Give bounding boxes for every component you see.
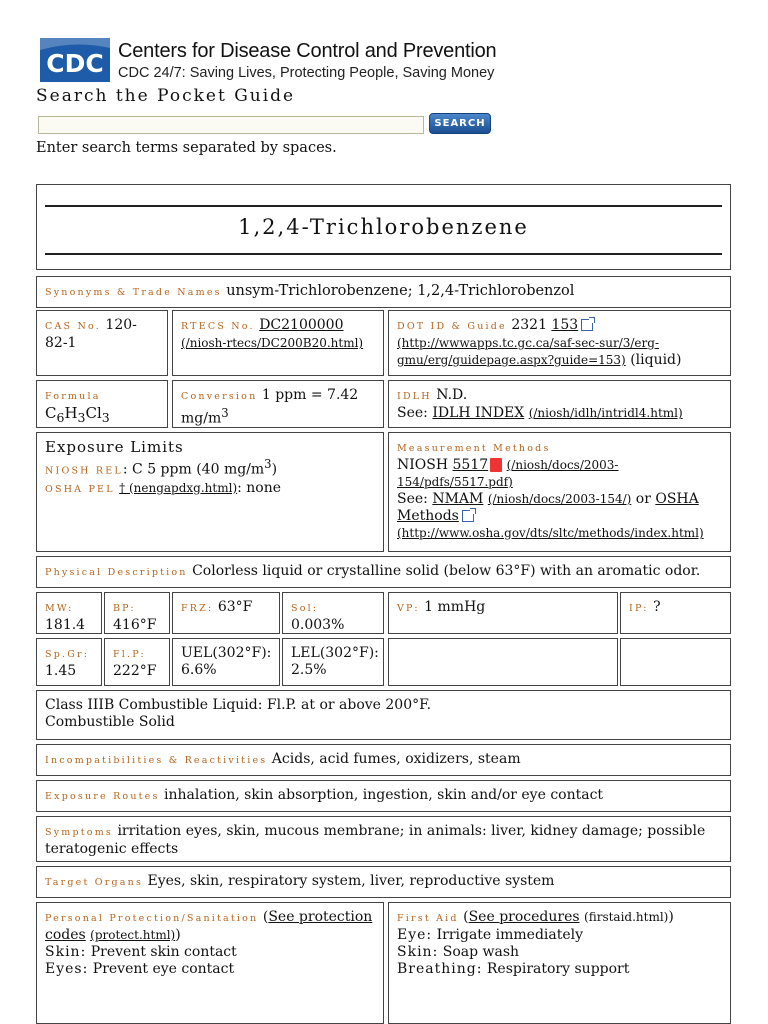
symptoms-value: irritation eyes, skin, mucous membrane; in animals: liver, kidney damage; possible teratogenic effects [45, 823, 706, 857]
formula-cl-sub: 3 [101, 410, 110, 425]
physical-description-label: Physical Description [45, 567, 188, 578]
first-aid-label: First Aid [397, 913, 459, 924]
mw-label: MW: [45, 603, 74, 614]
formula-value [45, 404, 110, 425]
rtecs-link[interactable]: DC2100000 [259, 317, 344, 333]
spgr-value: 1.45 [45, 663, 77, 679]
formula-cl: Cl [85, 404, 102, 422]
site-header [40, 38, 500, 84]
measurement-5517-link[interactable]: 5517 [452, 457, 489, 473]
sol-label: Sol: [291, 603, 319, 614]
exposure-routes-row [36, 780, 731, 812]
sol-value: 0.003% [291, 617, 345, 633]
idlh-label: IDLH [397, 391, 432, 402]
conversion-cell [172, 380, 384, 428]
target-organs-value: Eyes, skin, respiratory system, liver, reproductive system [147, 873, 555, 889]
title-rule-bottom [45, 253, 722, 255]
first-aid-link[interactable]: See procedures [468, 909, 580, 925]
vp-cell [388, 592, 618, 634]
flp-label: Fl.P: [113, 649, 146, 660]
incompatibilities-row [36, 744, 731, 776]
ip-value: ? [653, 599, 661, 615]
synonyms-label: Synonyms & Trade Names [45, 287, 222, 298]
spgr-label: Sp.Gr: [45, 649, 90, 660]
rtecs-cell [172, 310, 384, 376]
external-link-icon [462, 510, 474, 522]
lel-cell [282, 638, 384, 686]
first-aid-skin-label: Skin: [397, 944, 439, 960]
sol-cell [282, 592, 384, 634]
niosh-rel-sup: 3 [264, 457, 272, 471]
formula-cell [36, 380, 168, 428]
exposure-routes-value: inhalation, skin absorption, ingestion, skin and/or eye contact [164, 787, 604, 803]
uel-value: UEL(302°F): 6.6% [181, 645, 272, 678]
osha-pel-value: : none [237, 479, 282, 496]
conversion-value: 1 ppm = 7.42 mg/m [181, 387, 359, 427]
protection-eyes-value: Prevent eye contact [92, 961, 235, 977]
incompatibilities-label: Incompatibilities & Reactivities [45, 755, 268, 766]
rtecs-label: RTECS No. [181, 321, 255, 332]
dot-guide-link[interactable]: 153 [551, 317, 579, 333]
first-aid-breathing-value: Respiratory support [486, 961, 630, 977]
symptoms-row [36, 816, 731, 862]
cas-value: 120-82-1 [45, 317, 137, 351]
protection-cell: Personal Protection/Sanitation (See protection codes (protect.html)) Skin: Prevent skin contact Eyes: Prevent eye contact [36, 902, 384, 1024]
formula-label: Formula [45, 391, 101, 402]
osha-methods-link[interactable]: OSHA Methods [397, 491, 699, 524]
protection-link[interactable]: See protection codes [45, 909, 373, 943]
cas-label: CAS No. [45, 321, 101, 332]
protection-url[interactable]: (protect.html) [90, 928, 176, 942]
formula-c: C [45, 404, 57, 422]
incompatibilities-value: Acids, acid fumes, oxidizers, steam [271, 751, 521, 767]
flp-cell [104, 638, 170, 686]
search-input[interactable] [38, 116, 424, 134]
first-aid-cell: First Aid (See procedures (firstaid.html)) Eye: Irrigate immediately Skin: Soap wash Breathing: Respiratory support [388, 902, 731, 1024]
lel-value: LEL(302°F): 2.5% [291, 645, 379, 678]
dot-suffix: (liquid) [630, 352, 682, 368]
first-aid-skin-value: Soap wash [442, 944, 520, 960]
osha-methods-url[interactable]: (http://www.osha.gov/dts/sltc/methods/index.html) [397, 526, 704, 540]
formula-c-sub: 6 [56, 410, 65, 425]
target-organs-label: Target Organs [45, 877, 144, 888]
org-name: Centers for Disease Control and Prevention [118, 40, 497, 62]
spgr-cell [36, 638, 102, 686]
first-aid-eye-value: Irrigate immediately [436, 927, 584, 943]
dot-label: DOT ID & Guide [397, 321, 507, 332]
dot-url[interactable]: (http://wwwapps.tc.gc.ca/saf-sec-sur/3/erg-gmu/erg/guidepage.aspx?guide=153) [397, 336, 659, 367]
protection-eyes-label: Eyes: [45, 961, 89, 977]
cas-cell [36, 310, 168, 376]
mw-cell [36, 592, 102, 634]
bp-value: 416°F [113, 617, 157, 633]
formula-h: H [64, 404, 78, 422]
conversion-sup: 3 [221, 406, 229, 420]
chemical-title-box [36, 184, 731, 270]
mw-value: 181.4 [45, 617, 86, 633]
first-aid-breathing-label: Breathing: [397, 961, 483, 977]
measurement-5517-url[interactable]: (/niosh/docs/2003-154/pdfs/5517.pdf) [397, 458, 619, 489]
tagline: CDC 24/7: Saving Lives, Protecting People, Saving Money [118, 65, 495, 81]
formula-h-sub: 3 [77, 410, 86, 425]
classification-row [36, 690, 731, 740]
dot-id: 2321 [511, 317, 547, 333]
frz-label: FRZ: [181, 603, 214, 614]
first-aid-eye-label: Eye: [397, 927, 433, 943]
vp-label: VP: [397, 603, 420, 614]
idlh-cell [388, 380, 731, 428]
protection-label: Personal Protection/Sanitation [45, 913, 259, 924]
exposure-limits-heading: Exposure Limits [45, 438, 184, 456]
exposure-routes-label: Exposure Routes [45, 791, 160, 802]
niosh-rel-label: NIOSH REL [45, 465, 123, 477]
niosh-rel-close: ) [271, 461, 278, 478]
search-hint: Enter search terms separated by spaces. [36, 140, 337, 156]
external-link-icon [581, 319, 593, 331]
search-button[interactable]: SEARCH [429, 113, 491, 134]
measurement-label: Measurement Methods [397, 443, 551, 454]
logo-text: CDC [46, 49, 104, 78]
exposure-limits-cell [36, 432, 384, 552]
idlh-index-link[interactable]: IDLH INDEX [432, 405, 525, 421]
chemical-name: 1,2,4-Trichlorobenzene [238, 215, 529, 239]
symptoms-label: Symptoms [45, 827, 113, 838]
frz-cell [172, 592, 280, 634]
ip-label: IP: [629, 603, 649, 614]
idlh-url[interactable]: (/niosh/idlh/intridl4.html) [528, 406, 683, 420]
idlh-see: See: [397, 405, 428, 421]
nmam-url[interactable]: (/niosh/docs/2003-154/) [487, 492, 632, 506]
synonyms-value: unsym-Trichlorobenzene; 1,2,4-Trichlorobenzol [226, 283, 575, 299]
title-rule-top [45, 205, 722, 207]
bp-label: BP: [113, 603, 136, 614]
osha-pel-label: OSHA PEL [45, 483, 115, 495]
measurement-or: or [635, 491, 651, 507]
first-aid-url[interactable]: (firstaid.html) [584, 910, 669, 924]
physical-description-row [36, 556, 731, 588]
classification-line1: Class IIIB Combustible Liquid: Fl.P. at or above 200°F. [45, 697, 432, 713]
empty-cell-2 [620, 638, 731, 686]
nmam-link[interactable]: NMAM [432, 491, 484, 507]
physical-description-value: Colorless liquid or crystalline solid (below 63°F) with an aromatic odor. [192, 563, 701, 579]
rtecs-url[interactable]: (/niosh-rtecs/DC200B20.html) [181, 336, 364, 350]
niosh-rel-value: : C 5 ppm (40 mg/m [122, 461, 265, 478]
frz-value: 63°F [217, 599, 253, 615]
measurement-niosh: NIOSH [397, 457, 449, 473]
conversion-label: Conversion [181, 391, 258, 402]
vp-value: 1 mmHg [424, 599, 486, 615]
ip-cell [620, 592, 731, 634]
cdc-logo[interactable] [40, 38, 110, 82]
idlh-value: N.D. [436, 387, 468, 403]
target-organs-row [36, 866, 731, 898]
osha-pel-link[interactable]: † (nengapdxg.html) [119, 480, 238, 495]
protection-skin-value: Prevent skin contact [90, 944, 237, 960]
protection-skin-label: Skin: [45, 944, 87, 960]
pdf-icon [490, 458, 502, 472]
classification-line2: Combustible Solid [45, 714, 175, 730]
measurement-see: See: [397, 491, 428, 507]
search-title: Search the Pocket Guide [36, 86, 296, 106]
empty-cell-1 [388, 638, 618, 686]
synonyms-row [36, 276, 731, 308]
flp-value: 222°F [113, 663, 157, 679]
bp-cell [104, 592, 170, 634]
measurement-cell [388, 432, 731, 552]
uel-cell [172, 638, 280, 686]
dot-cell [388, 310, 731, 376]
